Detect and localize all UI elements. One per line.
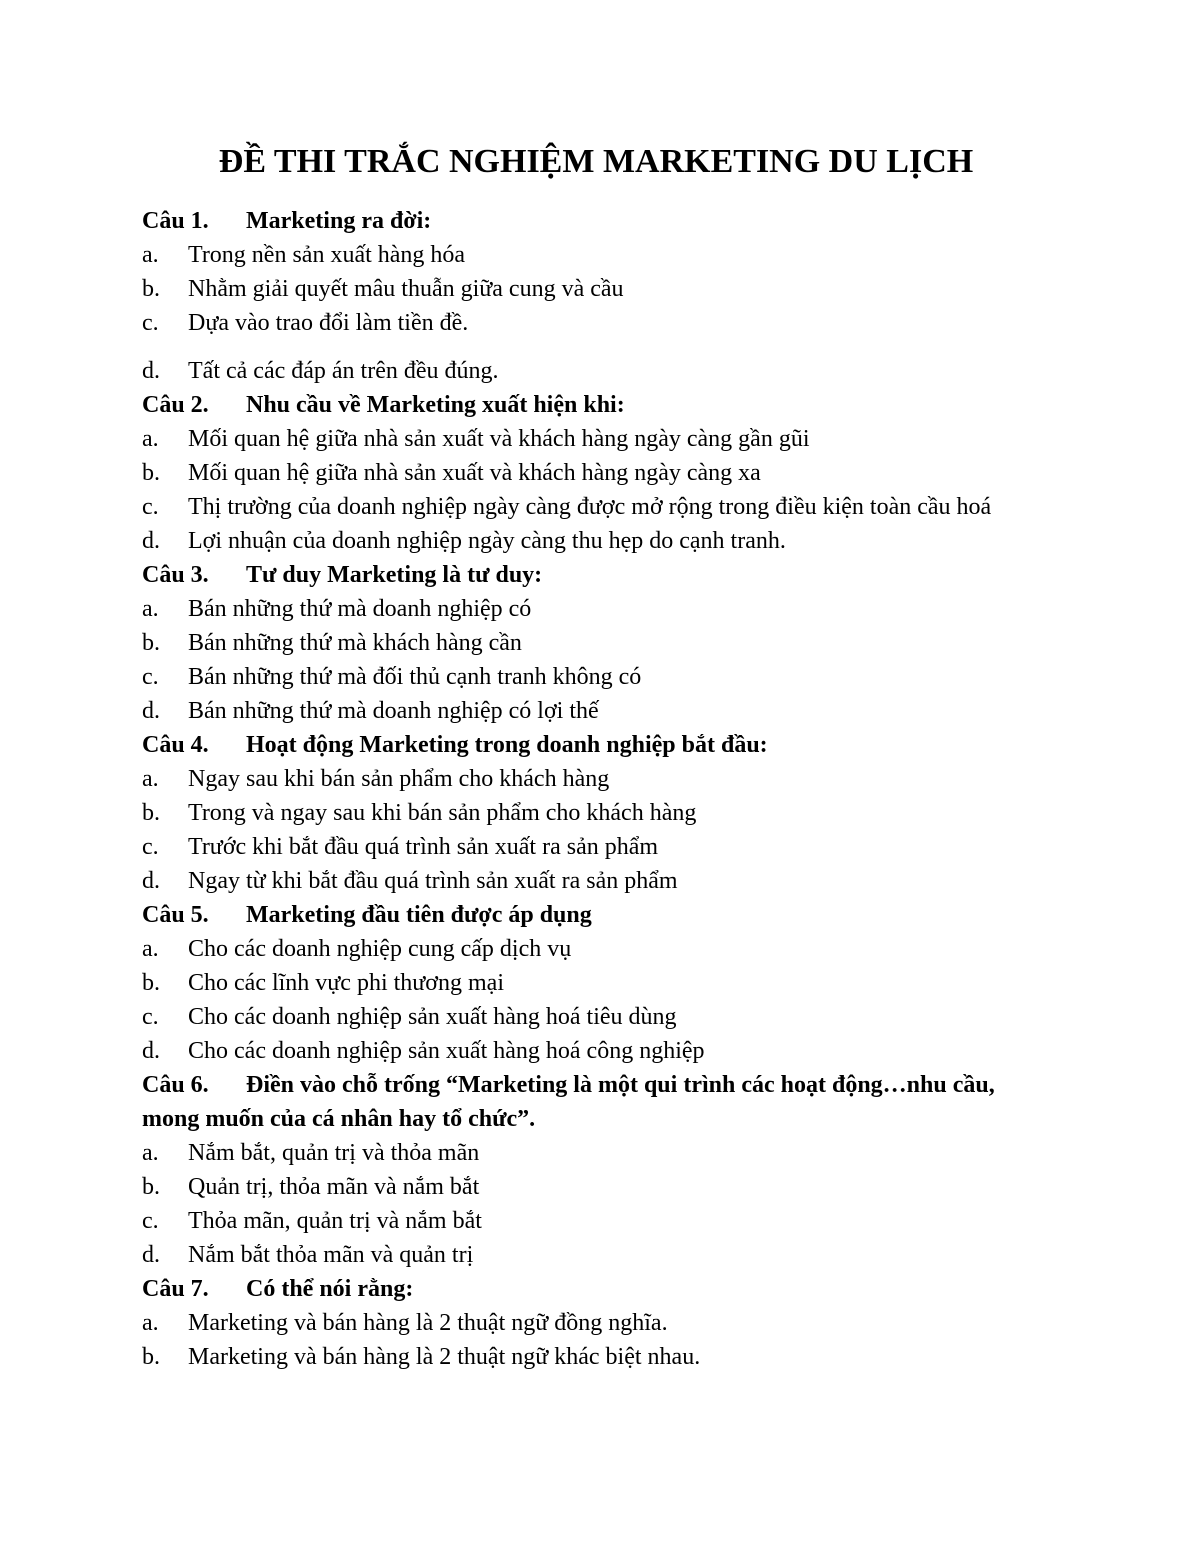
question-2-option-d: [142, 524, 1050, 558]
option-text: Nhằm giải quyết mâu thuẫn giữa cung và cầu: [188, 276, 624, 302]
question-7-option-b: [142, 1340, 1050, 1374]
option-letter: b.: [142, 1174, 160, 1200]
question-3: [142, 558, 1050, 592]
question-2-option-c: [142, 490, 1050, 524]
question-number: Câu 3.: [142, 562, 209, 588]
question-text: Nhu cầu về Marketing xuất hiện khi:: [246, 392, 625, 418]
option-letter: d.: [142, 358, 160, 384]
question-number: Câu 2.: [142, 392, 209, 418]
option-letter: b.: [142, 630, 160, 656]
question-text: Marketing đầu tiên được áp dụng: [246, 902, 592, 928]
option-text: Tất cả các đáp án trên đều đúng.: [188, 358, 499, 384]
question-4-option-d: [142, 864, 1050, 898]
option-letter: a.: [142, 242, 159, 268]
option-letter: a.: [142, 936, 159, 962]
question-3-option-b: [142, 626, 1050, 660]
question-3-option-a: [142, 592, 1050, 626]
question-text: Tư duy Marketing là tư duy:: [246, 562, 543, 588]
question-5-option-d: [142, 1034, 1050, 1068]
option-text: Thị trường của doanh nghiệp ngày càng được mở rộng trong điều kiện toàn cầu hoá: [188, 494, 992, 520]
option-text: Ngay từ khi bắt đầu quá trình sản xuất ra sản phẩm: [188, 868, 678, 894]
question-3-option-d: [142, 694, 1050, 728]
question-1-option-b: [142, 272, 1050, 306]
question-number: Câu 5.: [142, 902, 209, 928]
option-text: Nắm bắt, quản trị và thỏa mãn: [188, 1140, 480, 1166]
option-text: Cho các lĩnh vực phi thương mại: [188, 970, 504, 996]
option-letter: a.: [142, 1310, 159, 1336]
option-letter: d.: [142, 1038, 160, 1064]
question-6-option-d: [142, 1238, 1050, 1272]
question-text: Điền vào chỗ trống “Marketing là một qui trình các hoạt động…nhu cầu, mong muốn của cá nhân hay tổ chức”.: [142, 1072, 995, 1132]
question-number: Câu 4.: [142, 732, 209, 758]
question-4-option-b: [142, 796, 1050, 830]
option-text: Thỏa mãn, quản trị và nắm bắt: [188, 1208, 482, 1234]
question-4: [142, 728, 1050, 762]
question-5-option-c: [142, 1000, 1050, 1034]
option-letter: c.: [142, 1004, 159, 1030]
option-text: Trong nền sản xuất hàng hóa: [188, 242, 466, 268]
question-text: Hoạt động Marketing trong doanh nghiệp bắt đầu:: [246, 732, 768, 758]
option-text: Ngay sau khi bán sản phẩm cho khách hàng: [188, 766, 610, 792]
option-text: Marketing và bán hàng là 2 thuật ngữ khác biệt nhau.: [188, 1344, 701, 1370]
option-letter: c.: [142, 310, 159, 336]
question-1-option-d: [142, 354, 1050, 388]
option-text: Bán những thứ mà doanh nghiệp có lợi thế: [188, 698, 599, 724]
option-letter: b.: [142, 970, 160, 996]
option-text: Cho các doanh nghiệp sản xuất hàng hoá tiêu dùng: [188, 1004, 677, 1030]
question-2-option-b: [142, 456, 1050, 490]
option-text: Cho các doanh nghiệp cung cấp dịch vụ: [188, 936, 572, 962]
option-letter: d.: [142, 528, 160, 554]
question-text: Có thể nói rằng:: [246, 1276, 414, 1302]
option-letter: c.: [142, 664, 159, 690]
option-text: Mối quan hệ giữa nhà sản xuất và khách hàng ngày càng gần gũi: [188, 426, 810, 452]
question-1: [142, 204, 1050, 238]
question-number: Câu 7.: [142, 1276, 209, 1302]
question-5: [142, 898, 1050, 932]
option-text: Nắm bắt thỏa mãn và quản trị: [188, 1242, 474, 1268]
question-5-option-a: [142, 932, 1050, 966]
option-letter: a.: [142, 596, 159, 622]
option-letter: b.: [142, 800, 160, 826]
question-1-option-c: [142, 306, 1050, 340]
option-letter: a.: [142, 766, 159, 792]
option-letter: c.: [142, 834, 159, 860]
option-letter: b.: [142, 1344, 160, 1370]
option-text: Lợi nhuận của doanh nghiệp ngày càng thu hẹp do cạnh tranh.: [188, 528, 786, 554]
question-6: [142, 1068, 1050, 1136]
question-text: Marketing ra đời:: [246, 208, 432, 234]
option-letter: c.: [142, 494, 159, 520]
question-6-option-c: [142, 1204, 1050, 1238]
option-letter: b.: [142, 276, 160, 302]
option-text: Quản trị, thỏa mãn và nắm bắt: [188, 1174, 480, 1200]
page-title: ĐỀ THI TRẮC NGHIỆM MARKETING DU LỊCH: [218, 143, 974, 180]
question-5-option-b: [142, 966, 1050, 1000]
question-6-option-b: [142, 1170, 1050, 1204]
question-number: Câu 1.: [142, 208, 209, 234]
option-letter: d.: [142, 698, 160, 724]
option-text: Trong và ngay sau khi bán sản phẩm cho khách hàng: [188, 800, 697, 826]
option-letter: d.: [142, 1242, 160, 1268]
option-text: Cho các doanh nghiệp sản xuất hàng hoá công nghiệp: [188, 1038, 705, 1064]
option-text: Trước khi bắt đầu quá trình sản xuất ra sản phẩm: [188, 834, 659, 860]
option-letter: d.: [142, 868, 160, 894]
question-number: Câu 6.: [142, 1072, 209, 1098]
option-text: Bán những thứ mà doanh nghiệp có: [188, 596, 532, 622]
question-2-option-a: [142, 422, 1050, 456]
question-4-option-a: [142, 762, 1050, 796]
question-2: [142, 388, 1050, 422]
option-text: Dựa vào trao đổi làm tiền đề.: [188, 310, 469, 336]
option-letter: a.: [142, 426, 159, 452]
option-text: Marketing và bán hàng là 2 thuật ngữ đồng nghĩa.: [188, 1310, 668, 1336]
question-3-option-c: [142, 660, 1050, 694]
option-letter: b.: [142, 460, 160, 486]
option-text: Mối quan hệ giữa nhà sản xuất và khách hàng ngày càng xa: [188, 460, 761, 486]
option-text: Bán những thứ mà khách hàng cần: [188, 630, 522, 656]
question-7: [142, 1272, 1050, 1306]
question-7-option-a: [142, 1306, 1050, 1340]
option-letter: a.: [142, 1140, 159, 1166]
question-6-option-a: [142, 1136, 1050, 1170]
option-text: Bán những thứ mà đối thủ cạnh tranh không có: [188, 664, 642, 690]
question-1-option-a: [142, 238, 1050, 272]
option-letter: c.: [142, 1208, 159, 1234]
question-4-option-c: [142, 830, 1050, 864]
